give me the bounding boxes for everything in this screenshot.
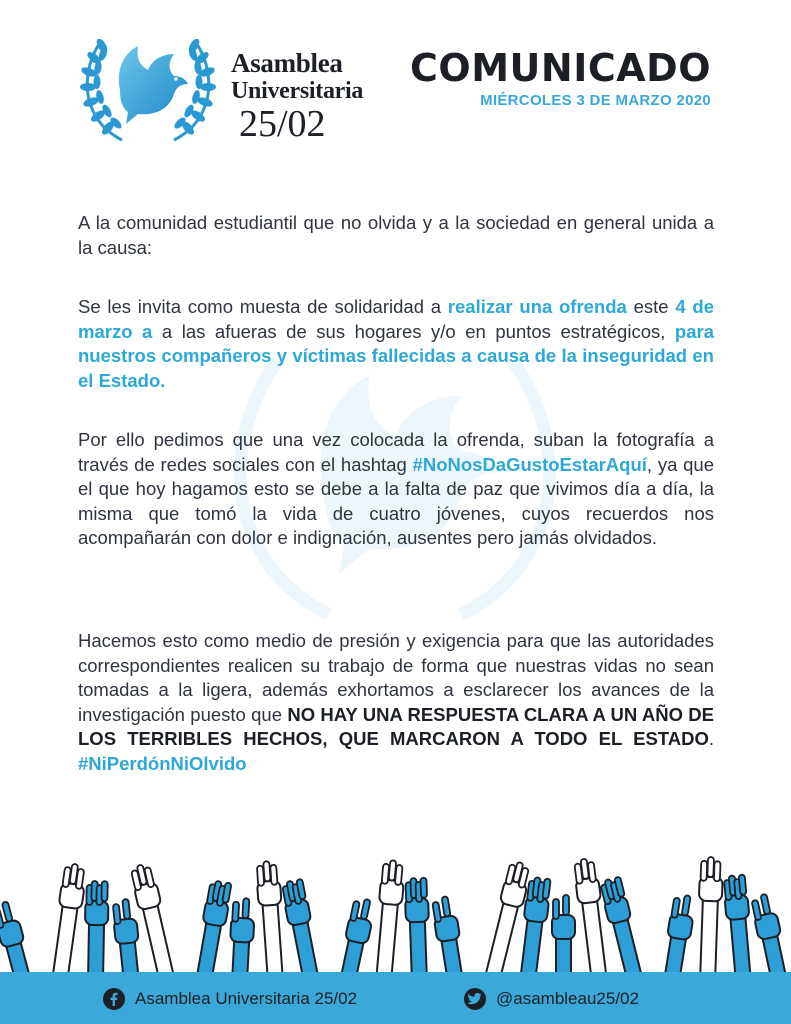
raised-hand [111,898,145,982]
raised-hand [404,878,432,982]
raised-hand [370,860,406,982]
hashtag-link[interactable]: #NoNosDaGustoEstarAquí [412,453,647,475]
raised-hand [44,863,87,982]
text: Hacemos esto como medio de presión y exigencia para que las autoridades correspondientes realicen su trabajo de forma que nuestras vidas no sean tomadas a la ligera, además exhortamos a esclarecer los avances de la investigación puesto que [78,630,714,725]
raised-hand [187,880,232,982]
raised-hand [750,892,791,982]
footer-bar [0,972,791,1024]
paragraph-greeting: A la comunidad estudiantil que no olvida y a la sociedad en general unida a la causa: [78,212,714,258]
raised-hand [552,895,575,982]
raised-hand [330,897,376,982]
raised-hand [599,876,654,982]
text: , ya que el que hoy hagamos esto se debe a la falta de paz que vivimos día a día, la misma que tomó la vida de cuatro jóvenes, cuyos recuerdos nos acompañarán con dolor e indignación, ausentes pero jamás olvidados. [78,453,715,549]
highlight-date: 4 de marzo a [78,296,714,342]
raised-hand [0,900,42,982]
raised-hand [281,879,329,982]
logo-line-3: 25/02 [239,103,326,145]
text: a las afueras de sus hogares y/o en puntos estratégicos, [152,320,675,342]
text: . [708,728,714,750]
twitter-label: @asambleau25/02 [496,989,639,1008]
logo-text [231,50,363,143]
raised-hand [723,874,758,982]
logo-line-1: Asamblea [231,48,343,78]
text: este [626,296,676,317]
raised-hand [227,898,256,982]
raised-hand [84,881,109,982]
text: Por ello pedimos que una vez colocada la ofrenda, suban la fotografía a través de redes sociales con el hashtag [78,429,714,475]
paragraph-invitation [78,295,714,393]
facebook-label: Asamblea Universitaria 25/02 [135,989,358,1008]
facebook-link[interactable] [103,988,357,1010]
hashtag-link[interactable]: #NiPerdónNiOlvido [78,752,247,774]
highlight-text: realizar una ofrenda [447,296,627,317]
date-label: MIÉRCOLES 3 DE MARZO 2020 [480,92,711,109]
highlight-text: para nuestros compañeros y víctimas fallecidas a causa de la inseguridad en el Estado. [78,320,714,391]
logo-line-2: Universitaria [231,78,364,104]
twitter-link[interactable] [464,988,639,1010]
raised-hand [656,893,697,982]
raised-hands-illustration [0,832,791,982]
paragraph-hashtag [78,428,714,551]
raised-hand [695,857,723,982]
dove-wreath-icon [78,32,218,150]
raised-hand [256,860,289,982]
raised-hand [431,895,472,982]
emphasis-text: NO HAY UNA RESPUESTA CLARA A UN AÑO DE LOS TERRIBLES HECHOS, QUE MARCARON A TODO EL ESTADO [78,703,714,750]
organization-logo [78,32,378,150]
paragraph-demand [78,629,714,777]
page-title: COMUNICADO [410,46,711,90]
text: Se les invita como muesta de solidaridad a [78,296,448,317]
facebook-icon [103,988,125,1010]
twitter-icon [464,988,486,1010]
